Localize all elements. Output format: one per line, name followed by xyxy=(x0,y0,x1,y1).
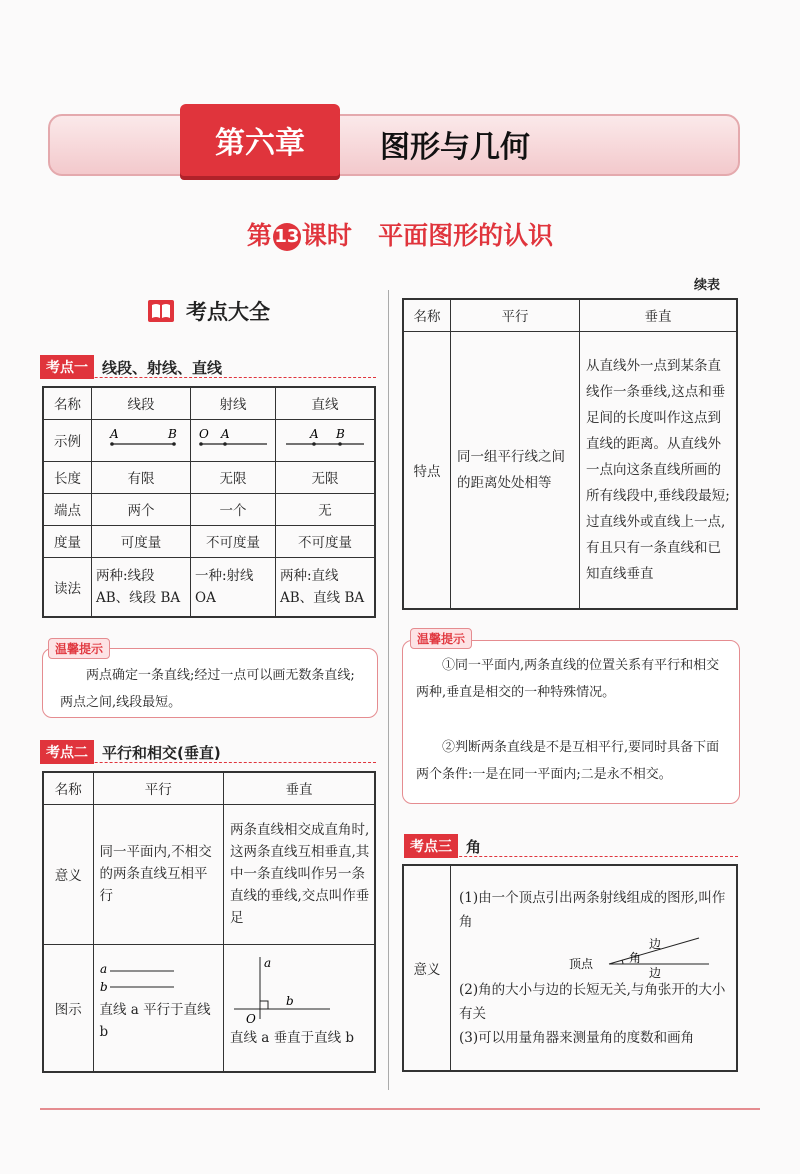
lesson-topic: 平面图形的认识 xyxy=(378,221,554,250)
p1-cell: 不可度量 xyxy=(276,525,376,557)
p2-meaning-parallel: 同一平面内,不相交的两条直线互相平行 xyxy=(93,804,223,944)
line-figure xyxy=(280,424,370,452)
book-icon xyxy=(148,300,174,322)
parallel-label-a: a xyxy=(99,961,107,976)
angle-vertex-label: 顶点 xyxy=(569,957,594,971)
perp-figure-cell xyxy=(224,944,376,1072)
p1-cell: 无限 xyxy=(191,461,276,493)
perp-label-a: a xyxy=(264,955,272,970)
p1-row-label: 度量 xyxy=(43,525,92,557)
p1-cell: 两种:直线 AB、直线 BA xyxy=(276,557,376,617)
p1-cell: 不可度量 xyxy=(191,525,276,557)
tip2-tag: 温馨提示 xyxy=(410,628,472,649)
continued-label: 续表 xyxy=(694,278,721,293)
p1-cell: 两个 xyxy=(92,493,191,525)
point2-title xyxy=(40,740,221,764)
p1-row-label: 端点 xyxy=(43,493,92,525)
cont-row-label: 特点 xyxy=(403,331,451,609)
lesson-number-badge: 13 xyxy=(273,223,301,251)
ray-label-o: O xyxy=(199,427,209,441)
angle-side-bottom-label: 边 xyxy=(649,966,662,978)
p2-row-label: 意义 xyxy=(43,804,93,944)
line-example xyxy=(276,419,376,461)
segment-example xyxy=(92,419,191,461)
segment-label-b: B xyxy=(168,427,177,441)
point2-heading: 平行和相交(垂直) xyxy=(102,743,221,762)
cont-header: 名称 xyxy=(403,299,451,331)
p2-row-label: 图示 xyxy=(43,944,93,1072)
point1-table xyxy=(42,386,376,618)
ray-label-a: A xyxy=(221,427,230,441)
perp-label-o: O xyxy=(246,1011,256,1025)
cont-header: 平行 xyxy=(451,299,580,331)
tip2-p1: ①同一平面内,两条直线的位置关系有平行和相交两种,垂直是相交的一种特殊情况。 xyxy=(416,658,720,700)
cont-header: 垂直 xyxy=(580,299,738,331)
ray-example xyxy=(191,419,276,461)
p3-row-label: 意义 xyxy=(403,865,451,1071)
p1-cell: 一种:射线 OA xyxy=(191,557,276,617)
p1-cell: 一个 xyxy=(191,493,276,525)
p2-header: 平行 xyxy=(93,772,223,804)
p1-row-label: 示例 xyxy=(43,419,92,461)
p2-meaning-perp: 两条直线相交成直角时,这两条直线互相垂直,其中一条直线叫作另一条直线的垂线,交点叫作垂足 xyxy=(224,804,376,944)
p1-header: 线段 xyxy=(92,387,191,419)
point3-heading: 角 xyxy=(466,837,482,856)
angle-line2: (2)角的大小与边的长短无关,与角张开的大小有关 xyxy=(459,982,726,1022)
p1-cell: 可度量 xyxy=(92,525,191,557)
line-label-a: A xyxy=(310,427,319,441)
perp-label-b: b xyxy=(286,993,294,1008)
feature-perp: 从直线外一点到某条直线作一条垂线,这点和垂足间的长度叫作这点到直线的距离。从直线外一点向这条直线所画的所有线段中,垂线段最短;过直线外或直线上一点,有且只有一条直线和已知直线垂直 xyxy=(580,331,738,609)
p1-header: 名称 xyxy=(43,387,92,419)
angle-label: 角 xyxy=(629,951,642,965)
page-bottom-rule xyxy=(40,1108,760,1110)
p2-header: 名称 xyxy=(43,772,93,804)
line-label-b: B xyxy=(336,427,345,441)
point3-badge: 考点三 xyxy=(404,834,458,858)
point3-table xyxy=(402,864,738,1072)
p1-cell: 两种:线段 AB、线段 BA xyxy=(92,557,191,617)
p1-row-label: 长度 xyxy=(43,461,92,493)
lesson-suffix: 课时 xyxy=(301,221,352,250)
point3-title xyxy=(404,834,481,858)
point2-underline xyxy=(40,762,376,763)
perpendicular-figure xyxy=(230,953,370,1025)
point3-underline xyxy=(404,856,738,857)
p2-header: 垂直 xyxy=(224,772,376,804)
segment-figure xyxy=(96,424,186,452)
parallel-figure-cell xyxy=(93,944,223,1072)
angle-line3: (3)可以用量角器来测量角的度数和画角 xyxy=(459,1030,695,1046)
lesson-prefix: 第 xyxy=(246,221,272,250)
column-divider xyxy=(388,290,389,1090)
continued-table xyxy=(402,298,738,610)
angle-side-top-label: 边 xyxy=(649,937,662,951)
ray-figure xyxy=(195,424,271,452)
point2-table xyxy=(42,771,376,1073)
point1-heading: 线段、射线、直线 xyxy=(102,358,223,377)
tip1-text: 两点确定一条直线;经过一点可以画无数条直线;两点之间,线段最短。 xyxy=(60,668,355,710)
section-heading: 考点大全 xyxy=(186,300,270,324)
chapter-label: 第六章 xyxy=(180,104,340,176)
parallel-caption: 直线 a 平行于直线 b xyxy=(99,1001,211,1040)
p1-row-label: 读法 xyxy=(43,557,92,617)
tip2-p2: ②判断两条直线是不是互相平行,要同时具备下面两个条件:一是在同一平面内;二是永不相交。 xyxy=(416,740,720,782)
p1-cell: 有限 xyxy=(92,461,191,493)
p1-header: 射线 xyxy=(191,387,276,419)
perp-caption: 直线 a 垂直于直线 b xyxy=(230,1029,355,1046)
angle-figure xyxy=(539,934,719,978)
point1-badge: 考点一 xyxy=(40,355,94,379)
chapter-title: 图形与几何 xyxy=(380,130,530,165)
point1-title xyxy=(40,355,222,379)
feature-parallel: 同一组平行线之间的距离处处相等 xyxy=(451,331,580,609)
angle-meaning-cell xyxy=(451,865,738,1071)
parallel-label-b: b xyxy=(99,979,108,994)
parallel-lines-figure xyxy=(100,961,210,997)
p1-cell: 无限 xyxy=(276,461,376,493)
p1-header: 直线 xyxy=(276,387,376,419)
lesson-title xyxy=(0,216,800,252)
point2-badge: 考点二 xyxy=(40,740,94,764)
point1-underline xyxy=(40,377,376,378)
p1-cell: 无 xyxy=(276,493,376,525)
angle-line1: (1)由一个顶点引出两条射线组成的图形,叫作角 xyxy=(459,890,726,930)
segment-label-a: A xyxy=(110,427,119,441)
tip1-tag: 温馨提示 xyxy=(48,638,110,659)
